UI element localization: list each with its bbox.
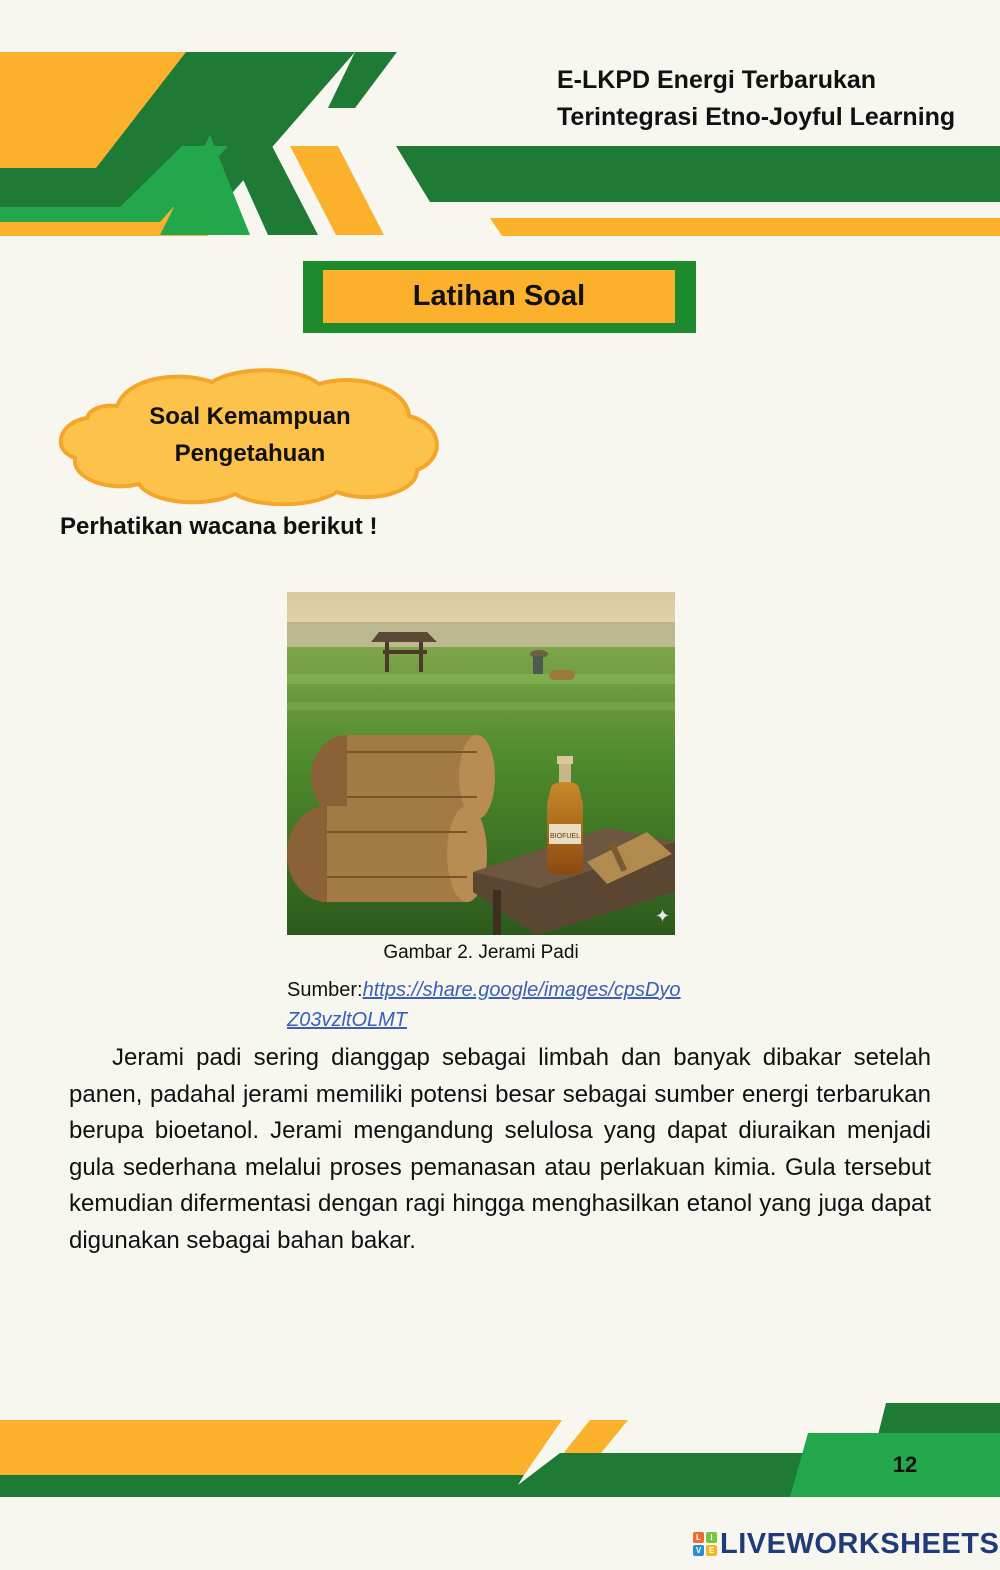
cloud-label <box>100 398 400 472</box>
hay-bale-icon <box>287 735 495 902</box>
logo-letter-v: V <box>693 1545 704 1556</box>
logo-letter-i: I <box>706 1532 717 1543</box>
rice-straw-photo <box>287 592 675 935</box>
bottle-label: BIOFUEL <box>550 833 580 840</box>
figure-caption: Gambar 2. Jerami Padi <box>383 942 579 963</box>
logo-letter-e: E <box>706 1545 717 1556</box>
source-prefix: Sumber: <box>287 979 363 1001</box>
cloud-label-line1: Soal Kemampuan <box>149 403 351 430</box>
header-title-line2: Terintegrasi Etno-Joyful Learning <box>557 103 956 131</box>
source-link[interactable]: https://share.google/images/cpsDyoZ03vzltOLMT <box>287 979 681 1031</box>
footer-decoration <box>0 1395 1000 1505</box>
brand-logo-icon <box>693 1532 717 1556</box>
brand-name: LIVEWORKSHEETS <box>720 1527 1000 1560</box>
cloud-label-line2: Pengetahuan <box>174 440 326 467</box>
header-title <box>557 62 997 136</box>
logo-letter-l: L <box>693 1532 704 1543</box>
section-label-box <box>303 261 696 333</box>
brand-logo[interactable] <box>693 1527 999 1561</box>
sparkle-icon: ✦ <box>655 906 671 927</box>
page-number: 12 <box>892 1452 918 1477</box>
body-paragraph: Jerami padi sering dianggap sebagai limbah dan banyak dibakar setelah panen, padahal jerami memiliki potensi besar sebagai sumber energi terbarukan berupa bioetanol. Jerami mengandung selulosa yang dapat diuraikan menjadi gula sederhana melalui proses pemanasan atau perlakuan kimia. Gula tersebut kemudian difermentasi dengan ragi hingga menghasilkan etanol yang juga dapat digunakan sebagai bahan bakar. <box>69 1044 931 1254</box>
section-label: Latihan Soal <box>323 270 675 323</box>
header-title-line1: E-LKPD Energi Terbarukan <box>557 66 877 94</box>
photo-illustration <box>287 592 675 935</box>
figure-source <box>287 975 687 1035</box>
instruction-text: Perhatikan wacana berikut ! <box>60 513 378 540</box>
